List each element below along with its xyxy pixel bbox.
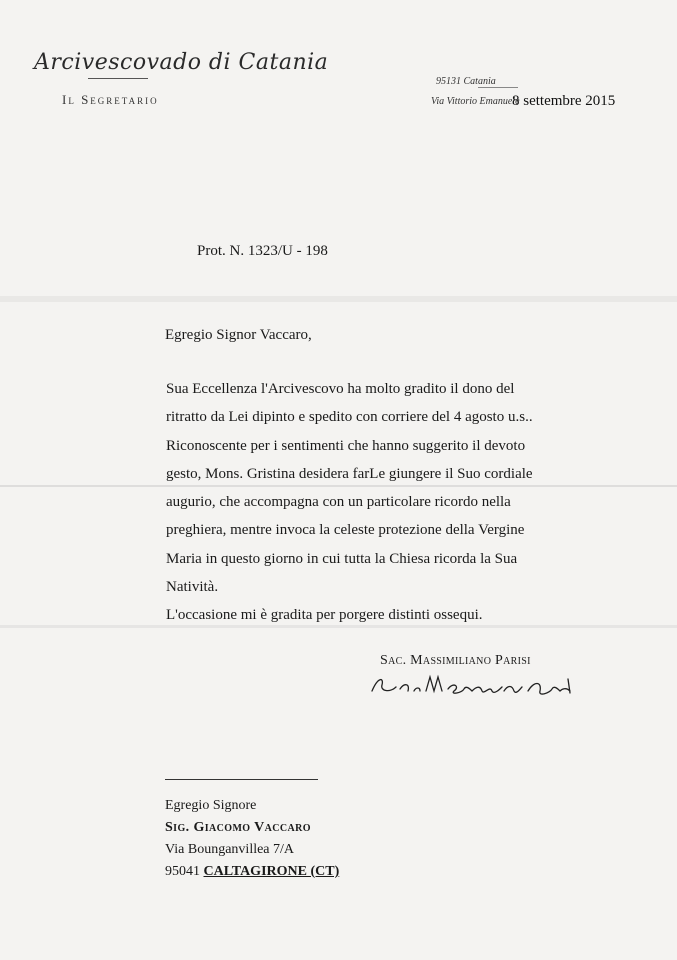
body-line: gesto, Mons. Gristina desidera farLe giungere il Suo cordiale — [166, 465, 533, 482]
body-line: preghiera, mentre invoca la celeste protezione della Vergine — [166, 522, 525, 539]
letterhead-subtitle: Il Segretario — [62, 92, 159, 107]
address-street: Via Vittorio Emanuele — [431, 96, 520, 107]
letter-date: 8 settembre 2015 — [512, 93, 616, 109]
signer-name: Sac. Massimiliano Parisi — [380, 653, 531, 668]
recipient-city-text: CALTAGIRONE (CT) — [203, 864, 340, 879]
protocol-number: Prot. N. 1323/U - 198 — [197, 243, 328, 259]
body-line: Sua Eccellenza l'Arcivescovo ha molto gradito il dono del — [166, 381, 515, 397]
recipient-street: Via Bounganvillea 7/A — [165, 842, 295, 857]
scan-fold-line — [0, 296, 677, 302]
body-line: Riconoscente per i sentimenti che hanno suggerito il devoto — [166, 437, 526, 454]
recipient-city — [204, 864, 340, 879]
body-line: augurio, che accompagna con un particolare ricordo nella — [166, 494, 511, 511]
letterhead-rule — [88, 78, 148, 79]
recipient-block — [165, 795, 339, 883]
closing-line: L'occasione mi è gradita per porgere distinti ossequi. — [166, 607, 483, 624]
body-line: Maria in questo giorno in cui tutta la Chiesa ricorda la Sua — [166, 550, 518, 567]
salutation: Egregio Signor Vaccaro, — [165, 327, 312, 343]
recipient-name: Sig. Giacomo Vaccaro — [165, 820, 311, 835]
body-line: ritratto da Lei dipinto e spedito con corriere del 4 agosto u.s.. — [166, 409, 533, 426]
recipient-city-line — [165, 861, 339, 883]
letter-body — [166, 375, 552, 630]
recipient-greeting: Egregio Signore — [165, 798, 257, 813]
letterhead-title: Arcivescovado di Catania — [34, 50, 329, 75]
body-line: Natività. — [166, 579, 219, 596]
recipient-postcode: 95041 — [165, 864, 200, 879]
address-rule — [478, 87, 518, 88]
handwritten-signature — [368, 669, 588, 699]
address-city: 95131 Catania — [436, 76, 496, 87]
recipient-rule — [165, 779, 318, 780]
